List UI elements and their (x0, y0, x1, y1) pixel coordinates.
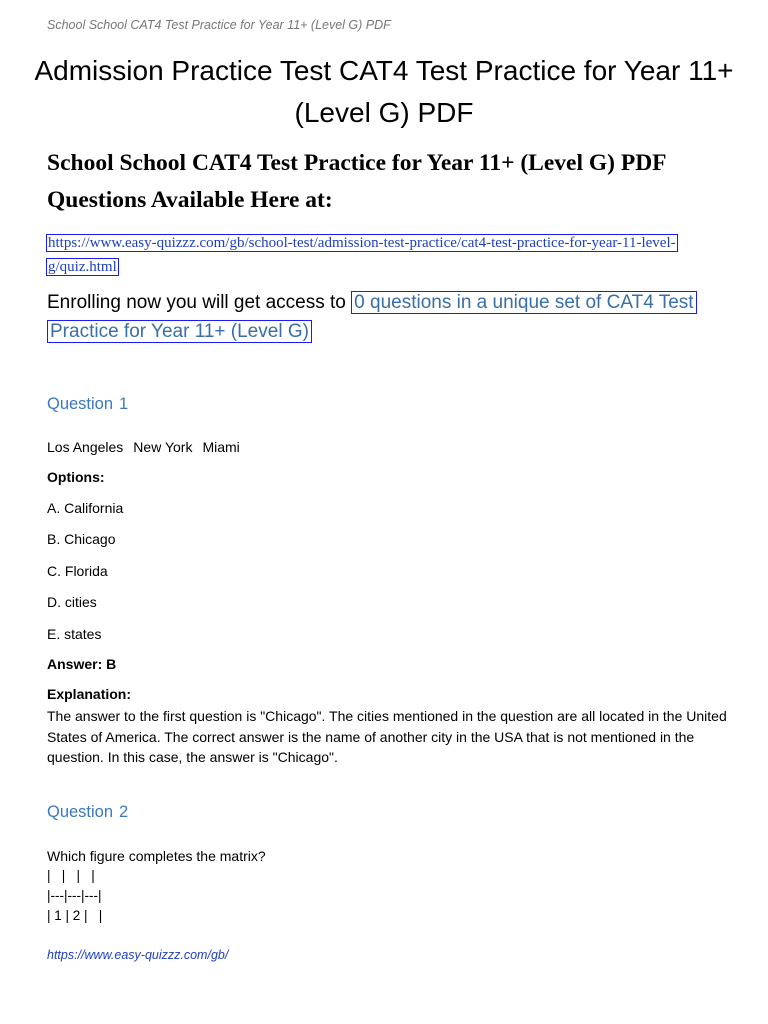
question-number: 2 (119, 803, 129, 821)
question-label: Question (47, 803, 114, 821)
matrix-line: | | | | (47, 868, 95, 883)
option-a: A. California (47, 500, 124, 516)
matrix-line: |---|---|---| (47, 888, 102, 903)
quiz-link[interactable] (46, 231, 711, 279)
quiz-link-text: https://www.easy-quizzz.com/gb/school-test/admission-test-practice/cat4-test-practice-for-year-11-level-g/quiz.html (48, 235, 676, 275)
prompt-word: Miami (202, 439, 240, 455)
enroll-paragraph (47, 288, 727, 346)
footer-link[interactable]: https://www.easy-quizzz.com/gb/ (47, 948, 229, 962)
matrix-figure (47, 866, 102, 926)
running-header: School School CAT4 Test Practice for Year 11+ (Level G) PDF (47, 18, 391, 32)
option-e: E. states (47, 626, 102, 642)
explanation-text: The answer to the first question is "Chicago". The cities mentioned in the question are all located in the United States of America. The correct answer is the name of another city in the USA that is not mentioned in the question. In this case, the answer is "Chicago". (47, 708, 727, 765)
enroll-prefix: Enrolling now you will get access to (47, 292, 352, 313)
question-2-heading (47, 803, 128, 822)
question-1-prompt (47, 439, 250, 455)
question-number: 1 (119, 395, 129, 413)
page-title: Admission Practice Test CAT4 Test Practice for Year 11+ (Level G) PDF (34, 55, 734, 128)
document-subtitle: School School CAT4 Test Practice for Year 11+ (Level G) PDF Questions Available Here at: (47, 150, 666, 213)
question-2-prompt: Which figure completes the matrix? (47, 848, 266, 864)
explanation-label: Explanation: (47, 686, 132, 702)
prompt-word: Los Angeles (47, 439, 124, 455)
options-label: Options: (47, 469, 105, 485)
option-c: C. Florida (47, 563, 108, 579)
option-b: B. Chicago (47, 531, 116, 547)
question-label: Question (47, 395, 114, 413)
answer-line: Answer: B (47, 656, 117, 672)
option-d: D. cities (47, 594, 97, 610)
prompt-word: New York (133, 439, 193, 455)
enroll-link[interactable]: 0 questions in a unique set of CAT4 Test Practice for Year 11+ (Level G) (47, 291, 697, 343)
matrix-line: | 1 | 2 | | (47, 908, 103, 923)
question-1-heading (47, 395, 128, 414)
